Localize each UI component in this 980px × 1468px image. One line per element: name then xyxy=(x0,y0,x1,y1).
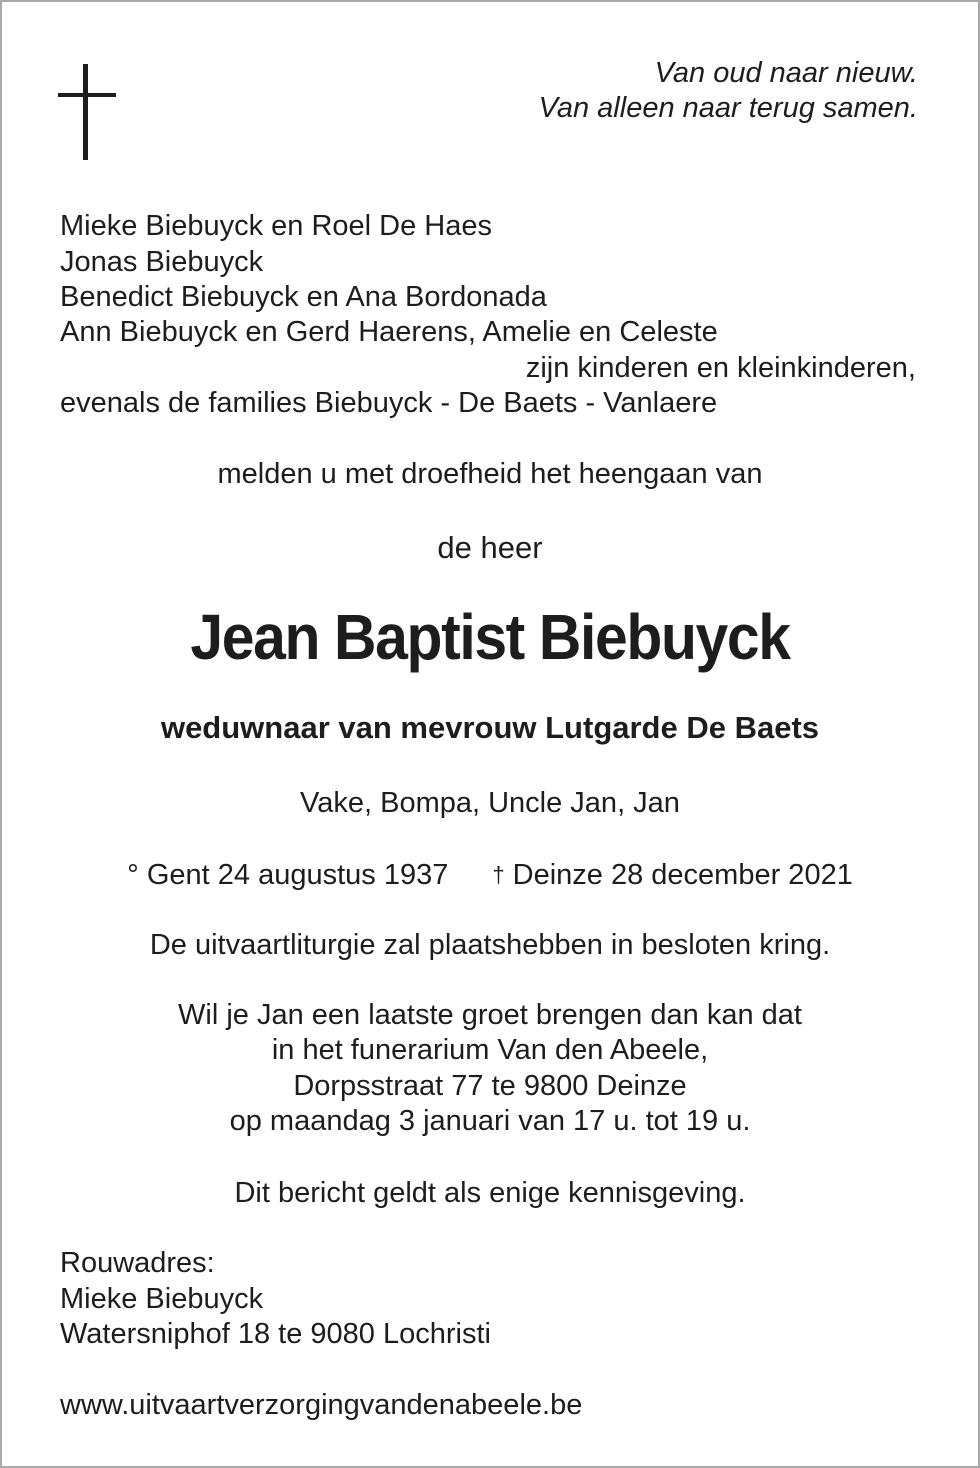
notice: Dit bericht geldt als enige kennisgeving. xyxy=(234,1177,746,1209)
quote-line-1: Van oud naar nieuw. xyxy=(654,57,918,89)
family-relation: zijn kinderen en kleinkinderen, xyxy=(525,352,916,384)
cross-icon xyxy=(58,64,116,160)
deceased-name: Jean Baptist Biebuyck xyxy=(190,601,790,673)
liturgy-note: De uitvaartliturgie zal plaatshebben in besloten kring. xyxy=(149,929,831,961)
quote-line-2: Van alleen naar terug samen. xyxy=(538,92,918,124)
family-line: Benedict Biebuyck en Ana Bordonada xyxy=(60,281,547,313)
death-date: Deinze 28 december 2021 xyxy=(512,859,853,891)
visit-line: in het funerarium Van den Abeele, xyxy=(271,1034,709,1066)
life-dates xyxy=(2,857,978,893)
family-line: Jonas Biebuyck xyxy=(60,246,264,278)
announcement: melden u met droefheid het heengaan van xyxy=(217,458,763,490)
death-cross-icon: † xyxy=(492,862,505,887)
visit-line: op maandag 3 januari van 17 u. tot 19 u. xyxy=(229,1105,751,1137)
family-line: Mieke Biebuyck en Roel De Haes xyxy=(60,210,492,242)
family-line: Ann Biebuyck en Gerd Haerens, Amelie en Celeste xyxy=(60,316,718,348)
honorific: de heer xyxy=(437,530,543,565)
visit-line: Dorpsstraat 77 te 9800 Deinze xyxy=(293,1070,687,1102)
birth-date: ° Gent 24 augustus 1937 xyxy=(127,859,449,891)
widower-of: weduwnaar van mevrouw Lutgarde De Baets xyxy=(160,710,820,745)
address-label: Rouwadres: xyxy=(60,1247,215,1279)
family-extended: evenals de families Biebuyck - De Baets - Vanlaere xyxy=(60,387,718,419)
address-name: Mieke Biebuyck xyxy=(60,1283,264,1315)
nicknames: Vake, Bompa, Uncle Jan, Jan xyxy=(300,787,680,819)
address-street: Watersniphof 18 te 9080 Lochristi xyxy=(60,1318,491,1350)
visit-line: Wil je Jan een laatste groet brengen dan kan dat xyxy=(178,999,802,1031)
website-link[interactable]: www.uitvaartverzorgingvandenabeele.be xyxy=(60,1389,583,1421)
